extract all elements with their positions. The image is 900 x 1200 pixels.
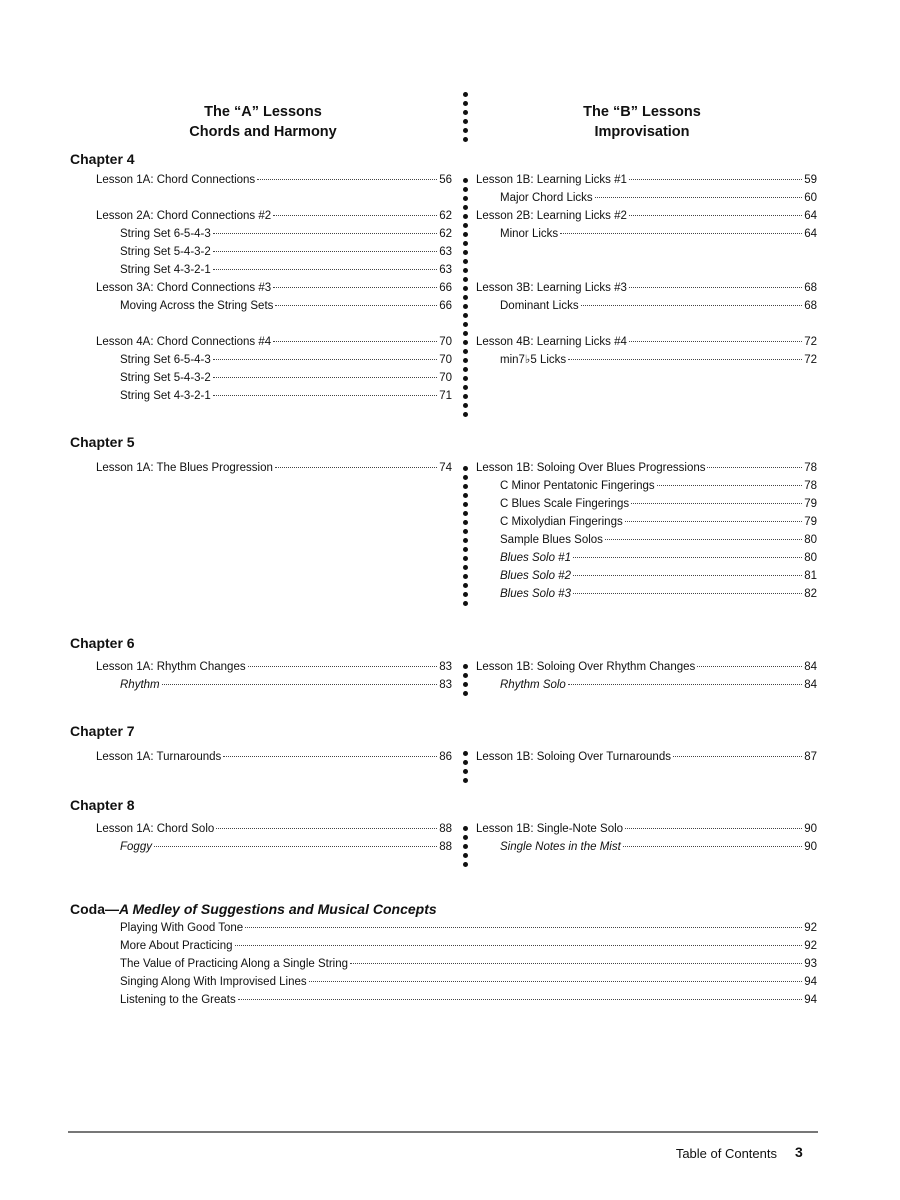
footer-page-number: 3 (795, 1144, 803, 1160)
toc-entry-page: 88 (439, 823, 452, 835)
toc-entry[interactable] (120, 938, 817, 954)
toc-entry-page: 63 (439, 246, 452, 258)
divider-bullet (463, 574, 468, 579)
dot-leader (629, 341, 802, 342)
divider-bullet (463, 412, 468, 417)
dot-leader (154, 846, 437, 847)
toc-entry-label: Blues Solo #2 (500, 570, 571, 582)
divider-bullet (463, 601, 468, 606)
toc-entry-page: 93 (804, 958, 817, 970)
dot-leader (213, 395, 437, 396)
divider-bullet (463, 196, 468, 201)
toc-entry-label: String Set 4-3-2-1 (120, 390, 211, 402)
toc-entry[interactable] (500, 352, 817, 368)
toc-entry[interactable] (96, 460, 452, 476)
toc-entry-label: Dominant Licks (500, 300, 579, 312)
toc-entry[interactable] (120, 388, 452, 404)
toc-entry[interactable] (120, 677, 452, 693)
toc-entry[interactable] (476, 749, 817, 765)
dot-leader (595, 197, 803, 198)
toc-entry-page: 62 (439, 228, 452, 240)
toc-entry-page: 83 (439, 661, 452, 673)
toc-entry-label: Lesson 1A: The Blues Progression (96, 462, 273, 474)
divider-bullet (463, 556, 468, 561)
a-lessons-title (143, 102, 383, 142)
toc-entry-page: 79 (804, 498, 817, 510)
dot-leader (605, 539, 802, 540)
toc-entry-label: C Mixolydian Fingerings (500, 516, 623, 528)
divider-bullet (463, 268, 468, 273)
toc-entry-page: 63 (439, 264, 452, 276)
divider-bullet (463, 340, 468, 345)
toc-entry-label: Lesson 1A: Turnarounds (96, 751, 222, 763)
toc-entry-label: Lesson 4A: Chord Connections #4 (96, 336, 272, 348)
divider-bullet (463, 394, 468, 399)
toc-entry-page: 80 (804, 552, 817, 564)
toc-entry-page: 71 (439, 390, 452, 402)
toc-entry[interactable] (96, 821, 452, 837)
toc-entry-label: Lesson 1A: Chord Solo (96, 823, 215, 835)
toc-entry-page: 64 (804, 228, 817, 240)
toc-entry-label: Lesson 1B: Soloing Over Turnarounds (476, 751, 671, 763)
divider-bullet (463, 520, 468, 525)
divider-bullet (463, 835, 468, 840)
toc-entry[interactable] (500, 226, 817, 242)
divider-bullet (463, 673, 468, 678)
toc-entry-label: Single Notes in the Mist (500, 841, 621, 853)
dot-leader (625, 828, 802, 829)
divider-bullet (463, 110, 468, 115)
divider-bullet (463, 92, 468, 97)
divider-bullet (463, 304, 468, 309)
divider-bullet (463, 529, 468, 534)
toc-entry[interactable] (500, 514, 817, 530)
toc-entry[interactable] (120, 262, 452, 278)
dot-leader (275, 467, 437, 468)
divider-bullet (463, 862, 468, 867)
toc-entry-page: 68 (804, 282, 817, 294)
coda-title: A Medley of Suggestions and Musical Concepts (119, 901, 437, 917)
toc-entry-page: 68 (804, 300, 817, 312)
toc-entry[interactable] (120, 244, 452, 260)
toc-entry-label: Rhythm (120, 679, 160, 691)
divider-bullet (463, 322, 468, 327)
toc-entry-page: 92 (804, 922, 817, 934)
dot-leader (213, 269, 437, 270)
b-lessons-title (522, 102, 762, 142)
divider-bullet (463, 502, 468, 507)
toc-entry[interactable] (500, 298, 817, 314)
divider-bullet (463, 751, 468, 756)
toc-entry-label: Major Chord Licks (500, 192, 593, 204)
dot-leader (697, 666, 802, 667)
dot-leader (273, 341, 437, 342)
toc-entry[interactable] (476, 208, 817, 224)
toc-entry-page: 90 (804, 823, 817, 835)
toc-entry[interactable] (96, 172, 452, 188)
divider-bullet (463, 826, 468, 831)
toc-entry-label: Lesson 1B: Soloing Over Rhythm Changes (476, 661, 696, 673)
divider-bullet (463, 187, 468, 192)
divider-bullet (463, 349, 468, 354)
divider-bullet (463, 403, 468, 408)
toc-entry[interactable] (120, 298, 452, 314)
chapter-heading: Chapter 8 (70, 797, 135, 813)
dot-leader (273, 215, 437, 216)
toc-entry-page: 70 (439, 354, 452, 366)
divider-bullet (463, 250, 468, 255)
toc-entry[interactable] (500, 586, 817, 602)
divider-bullet (463, 583, 468, 588)
divider-bullet (463, 178, 468, 183)
divider-bullet (463, 313, 468, 318)
dot-leader (568, 359, 802, 360)
dot-leader (625, 521, 802, 522)
toc-entry-page: 70 (439, 372, 452, 384)
dot-leader (573, 575, 802, 576)
toc-entry-page: 78 (804, 480, 817, 492)
toc-entry[interactable] (500, 532, 817, 548)
divider-bullet (463, 466, 468, 471)
divider-bullet (463, 277, 468, 282)
toc-entry-page: 82 (804, 588, 817, 600)
divider-bullet (463, 664, 468, 669)
divider-bullet (463, 691, 468, 696)
toc-entry-label: String Set 6-5-4-3 (120, 354, 211, 366)
toc-entry-page: 94 (804, 976, 817, 988)
toc-entry[interactable] (500, 496, 817, 512)
toc-entry-label: Singing Along With Improvised Lines (120, 976, 307, 988)
toc-entry[interactable] (476, 334, 817, 350)
dot-leader (657, 485, 803, 486)
toc-entry-label: Lesson 1B: Single-Note Solo (476, 823, 624, 835)
dot-leader (275, 305, 437, 306)
toc-entry-page: 88 (439, 841, 452, 853)
divider-bullet (463, 592, 468, 597)
b-lessons-subheading: Improvisation (594, 124, 690, 140)
toc-entry-label: The Value of Practicing Along a Single String (120, 958, 349, 970)
divider-bullet (463, 259, 468, 264)
toc-entry-label: String Set 4-3-2-1 (120, 264, 211, 276)
toc-entry-page: 83 (439, 679, 452, 691)
toc-entry-page: 66 (439, 282, 452, 294)
toc-entry[interactable] (500, 839, 817, 855)
divider-bullet (463, 565, 468, 570)
toc-entry-page: 72 (804, 354, 817, 366)
divider-bullet (463, 376, 468, 381)
toc-entry[interactable] (120, 839, 452, 855)
divider-bullet (463, 367, 468, 372)
toc-entry[interactable] (476, 280, 817, 296)
dot-leader (573, 593, 802, 594)
toc-entry-label: C Blues Scale Fingerings (500, 498, 630, 510)
chapter-heading: Chapter 6 (70, 635, 135, 651)
toc-entry-page: 84 (804, 661, 817, 673)
toc-entry-label: String Set 5-4-3-2 (120, 246, 211, 258)
toc-entry-page: 80 (804, 534, 817, 546)
toc-entry-page: 72 (804, 336, 817, 348)
toc-entry-page: 90 (804, 841, 817, 853)
toc-entry[interactable] (120, 352, 452, 368)
footer-section-title: Table of Contents (675, 1146, 777, 1161)
toc-entry[interactable] (120, 920, 817, 936)
chapter-heading: Chapter 7 (70, 723, 135, 739)
dot-leader (631, 503, 802, 504)
toc-entry-label: Lesson 4B: Learning Licks #4 (476, 336, 627, 348)
divider-bullet (463, 241, 468, 246)
chapter-heading: Chapter 5 (70, 434, 135, 450)
toc-entry-label: Blues Solo #1 (500, 552, 571, 564)
dot-leader (629, 287, 802, 288)
toc-entry-label: String Set 6-5-4-3 (120, 228, 211, 240)
divider-bullet (463, 484, 468, 489)
toc-entry[interactable] (120, 974, 817, 990)
toc-entry-label: More About Practicing (120, 940, 233, 952)
toc-entry-page: 87 (804, 751, 817, 763)
toc-entry-label: C Minor Pentatonic Fingerings (500, 480, 655, 492)
chapter-heading: Chapter 4 (70, 151, 135, 167)
toc-entry[interactable] (476, 172, 817, 188)
dot-leader (245, 927, 802, 928)
toc-entry-page: 62 (439, 210, 452, 222)
toc-entry-label: String Set 5-4-3-2 (120, 372, 211, 384)
toc-entry-page: 70 (439, 336, 452, 348)
dot-leader (309, 981, 803, 982)
divider-bullet (463, 385, 468, 390)
toc-entry[interactable] (120, 992, 817, 1008)
toc-entry-page: 60 (804, 192, 817, 204)
toc-entry[interactable] (500, 190, 817, 206)
footer-rule (68, 1131, 818, 1133)
toc-entry-label: Lesson 3B: Learning Licks #3 (476, 282, 627, 294)
toc-entry-page: 94 (804, 994, 817, 1006)
dot-leader (568, 684, 802, 685)
dot-leader (213, 251, 437, 252)
divider-bullet (463, 286, 468, 291)
toc-entry-label: Minor Licks (500, 228, 559, 240)
toc-entry-page: 56 (439, 174, 452, 186)
toc-entry-label: Playing With Good Tone (120, 922, 244, 934)
toc-entry[interactable] (476, 659, 817, 675)
toc-entry[interactable] (500, 478, 817, 494)
toc-entry-label: Blues Solo #3 (500, 588, 571, 600)
divider-bullet (463, 682, 468, 687)
toc-entry-label: Sample Blues Solos (500, 534, 603, 546)
divider-bullet (463, 511, 468, 516)
toc-entry-label: Lesson 1A: Rhythm Changes (96, 661, 246, 673)
toc-entry[interactable] (96, 208, 452, 224)
toc-entry[interactable] (96, 749, 452, 765)
toc-entry[interactable] (120, 956, 817, 972)
divider-bullet (463, 769, 468, 774)
toc-entry-page: 66 (439, 300, 452, 312)
toc-entry[interactable] (96, 280, 452, 296)
divider-bullet (463, 205, 468, 210)
dot-leader (213, 377, 437, 378)
toc-entry-page: 81 (804, 570, 817, 582)
dot-leader (573, 557, 802, 558)
divider-bullet (463, 547, 468, 552)
dot-leader (350, 963, 802, 964)
divider-bullet (463, 232, 468, 237)
toc-entry[interactable] (500, 568, 817, 584)
dot-leader (257, 179, 437, 180)
divider-bullet (463, 538, 468, 543)
toc-entry-page: 74 (439, 462, 452, 474)
dot-leader (223, 756, 437, 757)
toc-entry-page: 78 (804, 462, 817, 474)
toc-entry-label: Lesson 2A: Chord Connections #2 (96, 210, 272, 222)
divider-bullet (463, 137, 468, 142)
toc-entry[interactable] (120, 226, 452, 242)
dot-leader (235, 945, 803, 946)
divider-bullet (463, 844, 468, 849)
toc-entry[interactable] (96, 659, 452, 675)
toc-entry[interactable] (476, 821, 817, 837)
dot-leader (629, 179, 802, 180)
toc-entry-label: Lesson 3A: Chord Connections #3 (96, 282, 272, 294)
toc-entry-label: Foggy (120, 841, 152, 853)
toc-entry-page: 84 (804, 679, 817, 691)
a-lessons-heading: The “A” Lessons (204, 104, 322, 120)
toc-entry-page: 79 (804, 516, 817, 528)
toc-entry-label: Lesson 1B: Soloing Over Blues Progressions (476, 462, 706, 474)
a-lessons-subheading: Chords and Harmony (189, 124, 337, 140)
coda-prefix: Coda— (70, 901, 119, 917)
toc-entry-label: Rhythm Solo (500, 679, 566, 691)
divider-bullet (463, 128, 468, 133)
divider-bullet (463, 295, 468, 300)
divider-bullet (463, 475, 468, 480)
dot-leader (623, 846, 802, 847)
toc-entry[interactable] (500, 677, 817, 693)
toc-entry-page: 59 (804, 174, 817, 186)
toc-entry-label: Lesson 2B: Learning Licks #2 (476, 210, 627, 222)
dot-leader (560, 233, 802, 234)
dot-leader (629, 215, 802, 216)
divider-bullet (463, 223, 468, 228)
dot-leader (581, 305, 803, 306)
divider-bullet (463, 214, 468, 219)
toc-entry-page: 64 (804, 210, 817, 222)
divider-bullet (463, 358, 468, 363)
divider-bullet (463, 493, 468, 498)
dot-leader (213, 359, 437, 360)
coda-heading (70, 901, 437, 917)
divider-bullet (463, 778, 468, 783)
divider-bullet (463, 853, 468, 858)
divider-bullet (463, 760, 468, 765)
dot-leader (707, 467, 802, 468)
toc-entry-label: Moving Across the String Sets (120, 300, 274, 312)
dot-leader (216, 828, 437, 829)
dot-leader (273, 287, 437, 288)
toc-entry-label: Lesson 1B: Learning Licks #1 (476, 174, 627, 186)
dot-leader (673, 756, 802, 757)
dot-leader (248, 666, 438, 667)
toc-entry-page: 92 (804, 940, 817, 952)
divider-bullet (463, 331, 468, 336)
b-lessons-heading: The “B” Lessons (583, 104, 701, 120)
divider-bullet (463, 101, 468, 106)
divider-bullet (463, 119, 468, 124)
toc-entry-page: 86 (439, 751, 452, 763)
dot-leader (238, 999, 802, 1000)
dot-leader (162, 684, 438, 685)
toc-entry-label: Lesson 1A: Chord Connections (96, 174, 256, 186)
toc-entry[interactable] (96, 334, 452, 350)
dot-leader (213, 233, 437, 234)
toc-entry-label: Listening to the Greats (120, 994, 236, 1006)
toc-entry[interactable] (120, 370, 452, 386)
toc-entry[interactable] (500, 550, 817, 566)
toc-entry[interactable] (476, 460, 817, 476)
toc-entry-label: min7♭5 Licks (500, 354, 567, 366)
